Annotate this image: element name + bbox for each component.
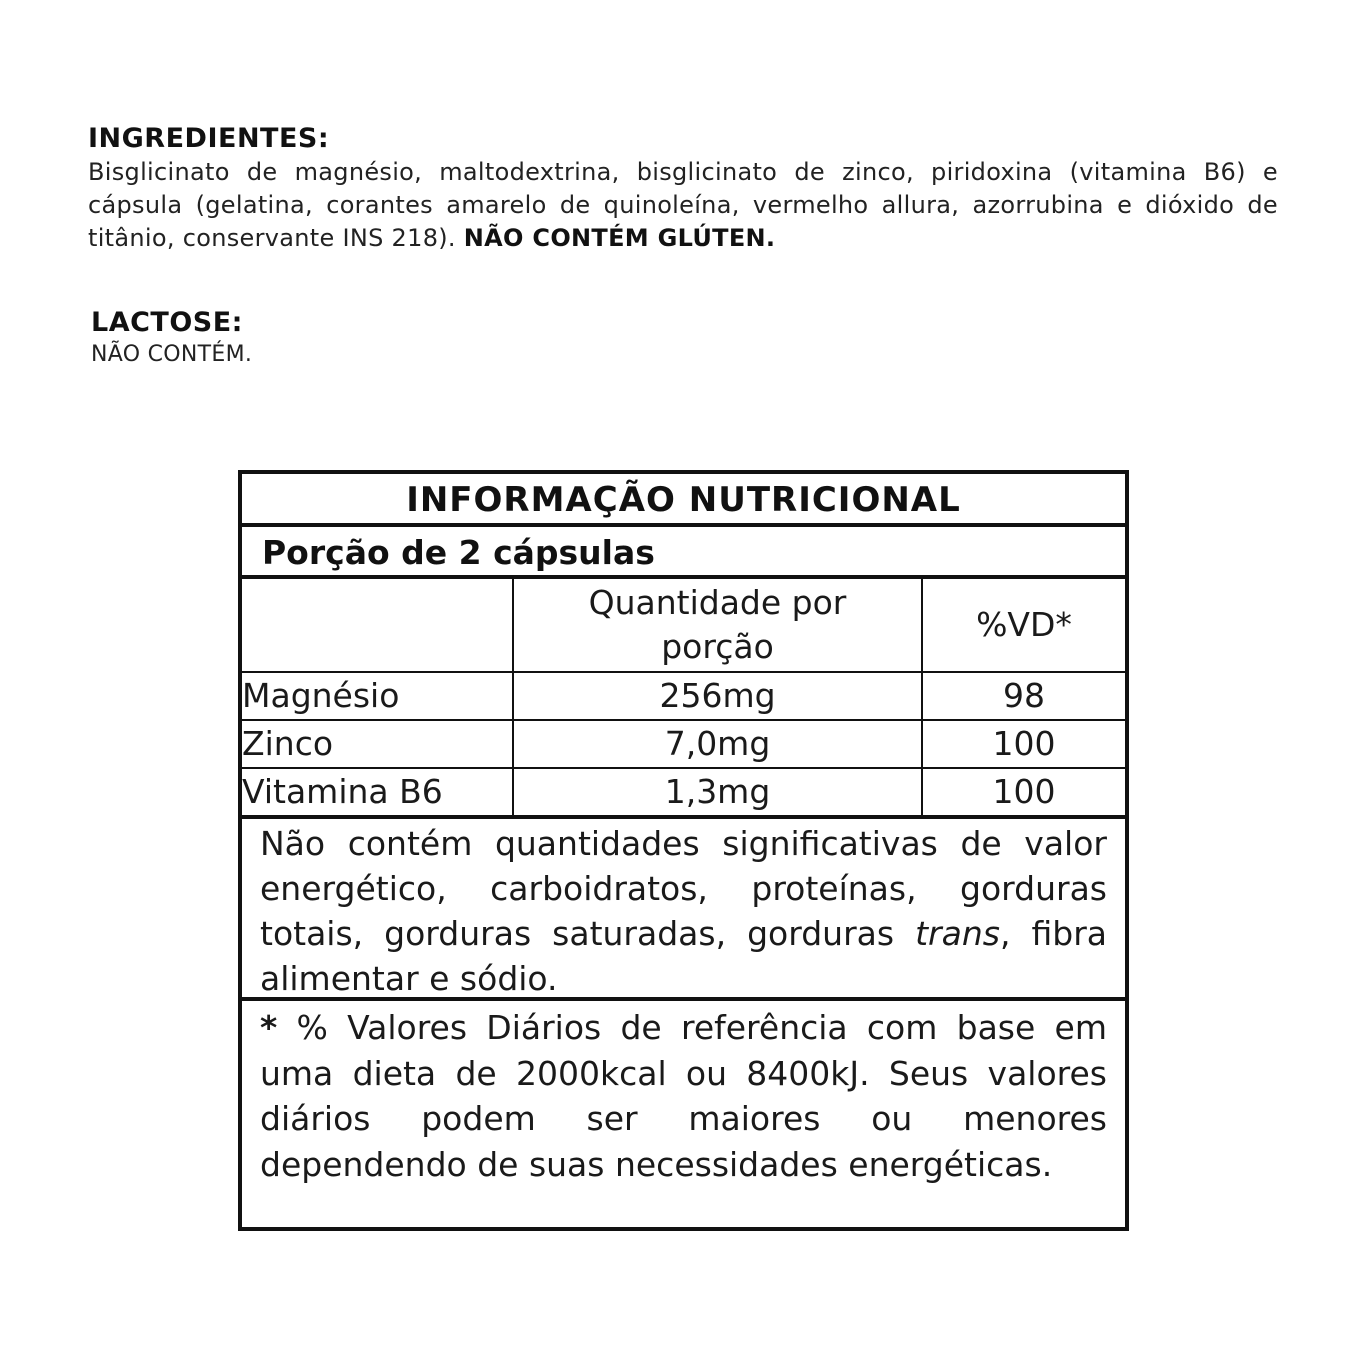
- table-row: [242, 720, 1125, 768]
- header-amount: Quantidade por porção: [513, 579, 922, 672]
- note-italic-text: trans: [915, 914, 1000, 953]
- nutrient-amount: 7,0mg: [513, 720, 922, 768]
- nutrient-name: Zinco: [242, 720, 513, 768]
- note-text: Não contém quantidades significativas de valor energético, carboidratos, proteínas, gorduras totais, gorduras saturadas, gorduras: [260, 824, 1107, 953]
- nutrition-table-title: INFORMAÇÃO NUTRICIONAL: [242, 474, 1125, 527]
- daily-values-footnote: [242, 997, 1125, 1227]
- footnote-text: % Valores Diários de referência com base em uma dieta de 2000kcal ou 8400kJ. Seus valores diários podem ser maiores ou menores dependendo de suas necessidades energéticas.: [260, 1008, 1107, 1184]
- asterisk: *: [260, 1008, 278, 1047]
- ingredients-title: INGREDIENTES:: [88, 123, 330, 154]
- nutrient-vd: 100: [922, 720, 1125, 768]
- serving-size: Porção de 2 cápsulas: [242, 527, 1125, 579]
- lactose-title: LACTOSE:: [91, 307, 243, 338]
- gluten-notice: NÃO CONTÉM GLÚTEN.: [463, 224, 776, 252]
- nutrient-amount: 1,3mg: [513, 768, 922, 815]
- nutrition-table: [238, 470, 1129, 1231]
- nutrient-name: Vitamina B6: [242, 768, 513, 815]
- ingredients-list: Bisglicinato de magnésio, maltodextrina, bisglicinato de zinco, piridoxina (vitamina B6) e cápsula (gelatina, corantes amarelo de quinoleína, vermelho allura, azorrubina e dióxido de titânio, conservante INS 218).: [88, 158, 1278, 252]
- header-vd: %VD*: [922, 579, 1125, 672]
- nutrient-vd: 98: [922, 672, 1125, 720]
- table-row: [242, 768, 1125, 815]
- lactose-value: NÃO CONTÉM.: [91, 342, 253, 367]
- nutrient-vd: 100: [922, 768, 1125, 815]
- ingredients-section: [88, 122, 1278, 255]
- nutrient-amount: 256mg: [513, 672, 922, 720]
- insignificant-amounts-note: [242, 815, 1125, 997]
- nutrient-grid: [242, 579, 1125, 815]
- table-row: [242, 672, 1125, 720]
- nutrient-name: Magnésio: [242, 672, 513, 720]
- note-text-end: , fibra alimentar e sódio.: [260, 914, 1107, 998]
- header-nutrient: [242, 579, 513, 672]
- lactose-section: [91, 306, 252, 370]
- ingredients-text: [88, 156, 1278, 255]
- header-row: [242, 579, 1125, 672]
